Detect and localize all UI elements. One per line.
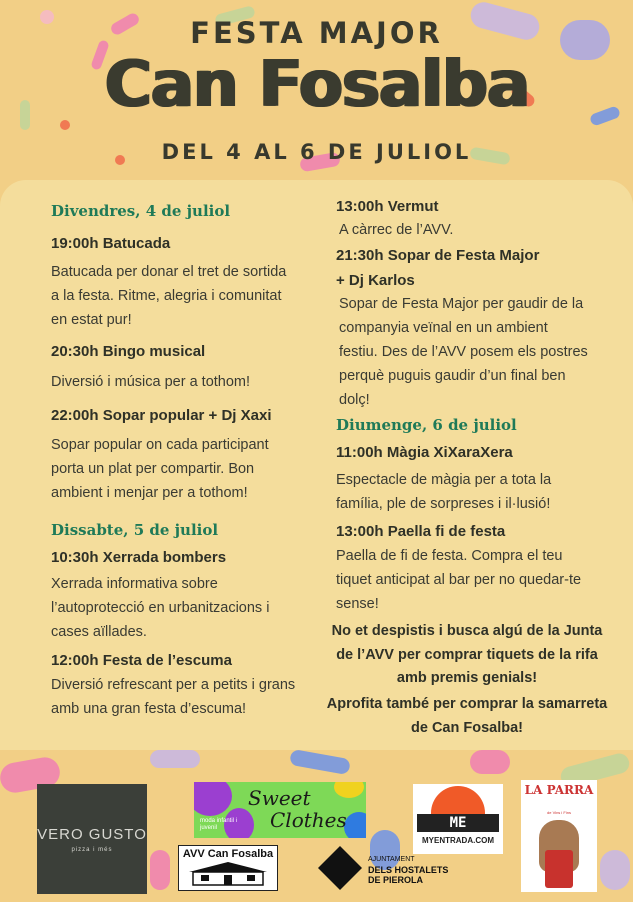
avv-name: AVV Can Fosalba [182, 848, 274, 860]
house-icon [179, 860, 277, 886]
logo-shape [334, 782, 364, 798]
confetti-decoration [150, 850, 170, 890]
program-panel [0, 180, 633, 750]
poster-header [0, 0, 633, 186]
event-title: 13:00h Vermut [336, 198, 439, 215]
shield-icon [318, 846, 362, 890]
la-parra-name: LA PARRA [524, 783, 594, 797]
myentrada-logo [413, 784, 503, 854]
sweet-clothes-tagline: moda infantil i juvenil [200, 818, 238, 831]
closing-note-tshirt: Aprofita també per comprar la samarreta de Can Fosalba! [326, 696, 608, 736]
la-parra-logo [521, 780, 597, 892]
festival-subtitle: FESTA MAJOR [190, 16, 443, 50]
event-description: Sopar popular on cada participant porta un plat per compartir. Bon ambient i menjar per a tothom! [51, 437, 269, 501]
event-title: 19:00h Batucada [51, 235, 171, 252]
event-description: Paella de fi de festa. Compra el teu tiquet anticipat al bar per no quedar-te sense! [336, 548, 582, 612]
vero-gusto-logo [37, 784, 147, 894]
event-description: Espectacle de màgia per a tota la família, ple de sorpreses i il·lusió! [336, 472, 552, 512]
event-title: 10:30h Xerrada bombers [51, 549, 227, 566]
day-heading-saturday: Dissabte, 5 de juliol [51, 521, 219, 539]
event-description: Diversió refrescant per a petits i grans amb una gran festa d’escuma! [51, 677, 296, 717]
avv-can-fosalba-logo [178, 845, 278, 891]
day-heading-sunday: Diumenge, 6 de juliol [336, 416, 517, 434]
sun-icon [431, 786, 485, 814]
la-parra-tagline: de Vins i Fins [547, 810, 571, 815]
apron-icon [545, 850, 573, 888]
sponsors-footer [0, 750, 633, 902]
sweet-clothes-word-2: Clothes [270, 808, 347, 832]
event-title: + Dj Karlos [336, 272, 415, 289]
closing-note-raffle: No et despistis i busca algú de la Junta de l’AVV per comprar tiquets de la rifa amb premis genials! [331, 623, 603, 686]
confetti-decoration [470, 750, 510, 774]
myentrada-word: ME [417, 814, 499, 832]
logo-shape [344, 812, 366, 838]
day-heading-friday: Divendres, 4 de juliol [51, 202, 231, 220]
logo-shape [194, 782, 232, 816]
event-description: Batucada per donar el tret de sortida a la festa. Ritme, alegria i comunitat en estat pur! [51, 264, 287, 328]
ajuntament-name: DELS HOSTALETS DE PIEROLA [368, 865, 449, 885]
event-title: 12:00h Festa de l’escuma [51, 652, 232, 669]
event-description: Sopar de Festa Major per gaudir de la companyia veïnal en un ambient festiu. Des de l’AVV posem els postres perquè puguis gaudir d’un final ben dolç! [339, 296, 588, 408]
vero-gusto-name: VERO GUSTO [37, 825, 147, 843]
sweet-clothes-logo [194, 782, 366, 838]
festival-dates: DEL 4 AL 6 DE JULIOL [161, 140, 472, 164]
confetti-decoration [289, 750, 351, 775]
confetti-decoration [150, 750, 200, 768]
event-description: Xerrada informativa sobre l’autoprotecció en urbanitzacions i cases aïllades. [51, 576, 270, 640]
sweet-clothes-word-1: Sweet [248, 786, 311, 810]
event-title: 11:00h Màgia XiXaraXera [336, 444, 513, 461]
event-title: 22:00h Sopar popular + Dj Xaxi [51, 407, 272, 424]
myentrada-url: MYENTRADA.COM [422, 836, 494, 845]
confetti-decoration [600, 850, 630, 890]
event-description: A càrrec de l’AVV. [339, 222, 454, 238]
event-title: 20:30h Bingo musical [51, 343, 206, 360]
event-title: 21:30h Sopar de Festa Major [336, 247, 540, 264]
festival-title: Can Fosalba [104, 48, 529, 122]
vero-gusto-tagline: pizza i més [71, 846, 113, 853]
ajuntament-label: AJUNTAMENT [368, 856, 415, 863]
event-description: Diversió i música per a tothom! [51, 374, 251, 390]
event-title: 13:00h Paella fi de festa [336, 523, 506, 540]
